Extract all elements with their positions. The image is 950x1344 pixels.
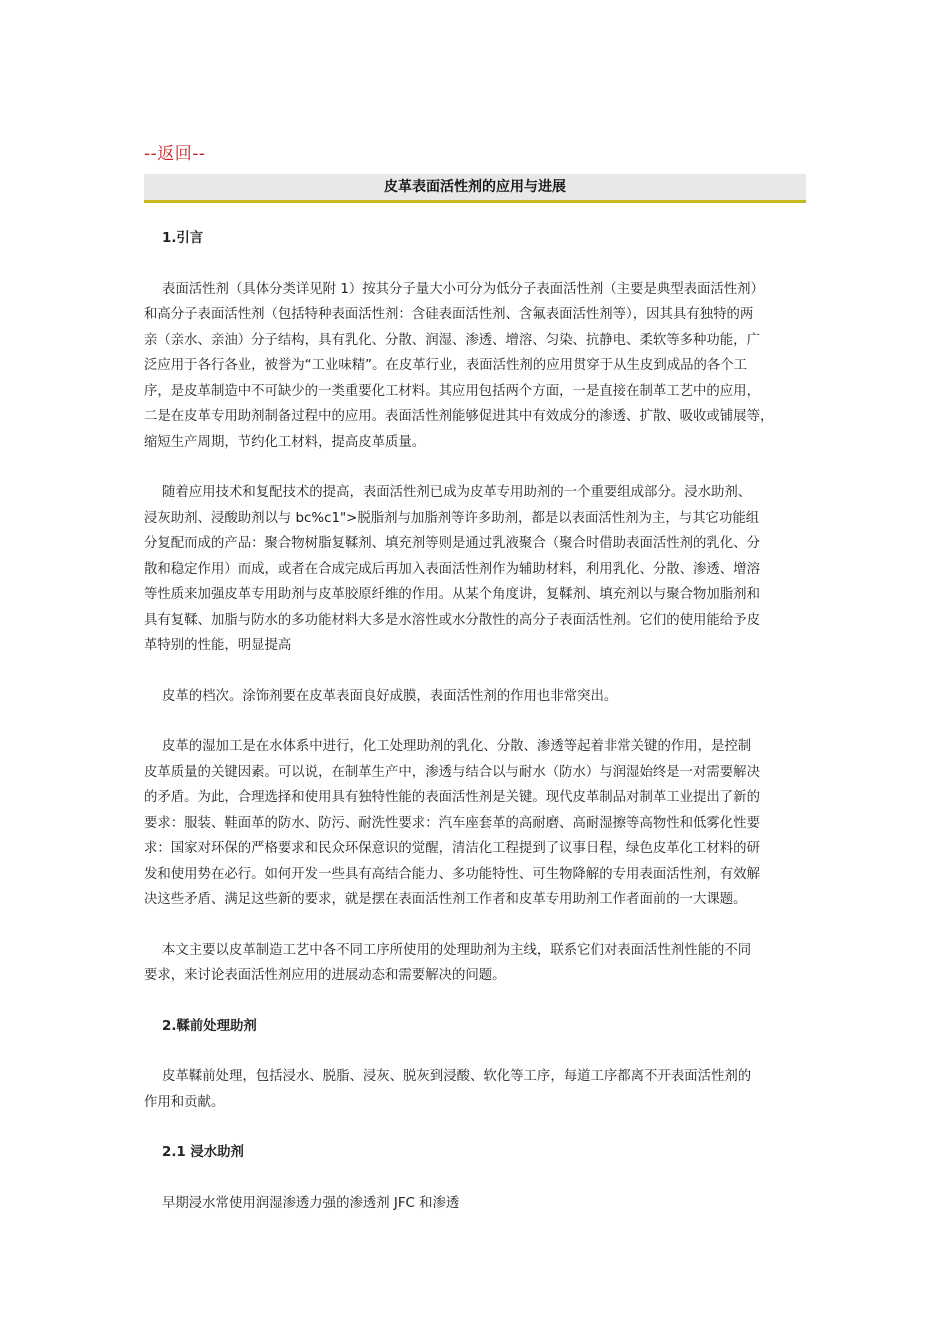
paragraph-line: 作用和贡献。 [144, 1094, 225, 1110]
article-title: 皮革表面活性剂的应用与进展 [384, 179, 566, 195]
article-body [144, 226, 812, 1241]
paragraph-line: 要求：服装、鞋面革的防水、防污、耐洗性要求：汽车座套革的高耐磨、高耐湿擦等高物性和低雾化性要 [144, 815, 760, 831]
paragraph-line: 具有复鞣、加脂与防水的多功能材料大多是水溶性或水分散性的高分子表面活性剂。它们的使用能给予皮 [144, 612, 760, 628]
paragraph [144, 277, 812, 456]
paragraph-line: 求：国家对环保的严格要求和民众环保意识的觉醒，清洁化工程提到了议事日程，绿色皮革化工材料的研 [144, 841, 760, 856]
paragraph-line: 序，是皮革制造中不可缺少的一类重要化工材料。其应用包括两个方面，一是直接在制革工艺中的应用， [144, 383, 760, 399]
paragraph [144, 1191, 812, 1217]
paragraph-line: 革特别的性能，明显提高 [144, 638, 292, 653]
paragraph [144, 734, 812, 913]
paragraph-line: 表面活性剂（具体分类详见附 1）按其分子量大小可分为低分子表面活性剂（主要是典型表面活性剂） [162, 281, 764, 297]
paragraph-line: 皮革的湿加工是在水体系中进行，化工处理助剂的乳化、分散、渗透等起着非常关键的作用，是控制 [162, 739, 752, 754]
paragraph-line: 皮革鞣前处理，包括浸水、脱脂、浸灰、脱灰到浸酸、软化等工序，每道工序都离不开表面活性剂的 [162, 1069, 752, 1084]
paragraph-line: 散和稳定作用）而成，或者在合成完成后再加入表面活性剂作为辅助材料，利用乳化、分散、渗透、增溶 [144, 561, 760, 577]
paragraph-line: 要求，来讨论表面活性剂应用的进展动态和需要解决的问题。 [144, 968, 506, 983]
paragraph-line: 泛应用于各行各业，被誉为“工业味精”。在皮革行业，表面活性剂的应用贯穿于从生皮到成品的各个工 [144, 358, 748, 373]
paragraph-line: 分复配而成的产品：聚合物树脂复鞣剂、填充剂等则是通过乳液聚合（聚合时借助表面活性剂的乳化、分 [144, 536, 760, 551]
section-heading: 2.鞣前处理助剂 [162, 1018, 257, 1034]
paragraph-line: 发和使用势在必行。如何开发一些具有高结合能力、多功能特性、可生物降解的专用表面活性剂，有效解 [144, 866, 760, 882]
paragraph-line: 浸灰助剂、浸酸助剂以与 bc%c1">脱脂剂与加脂剂等许多助剂，都是以表面活性剂为主，与其它功能组 [144, 510, 760, 526]
paragraph-line: 二是在皮革专用助剂制备过程中的应用。表面活性剂能够促进其中有效成分的渗透、扩散、吸收或铺展等， [144, 409, 774, 424]
paragraph-line: 亲（亲水、亲油）分子结构，具有乳化、分散、润湿、渗透、增溶、匀染、抗静电、柔软等多种功能，广 [144, 332, 760, 348]
paragraph-line: 早期浸水常使用润湿渗透力强的渗透剂 JFC 和渗透 [162, 1195, 460, 1211]
article-title-bar [144, 174, 806, 203]
paragraph-line: 和高分子表面活性剂（包括特种表面活性剂：含硅表面活性剂、含氟表面活性剂等），因其具有独特的两 [144, 307, 754, 322]
paragraph-line: 本文主要以皮革制造工艺中各不同工序所使用的处理助剂为主线，联系它们对表面活性剂性能的不同 [162, 942, 752, 958]
paragraph-line: 皮革质量的关键因素。可以说，在制革生产中，渗透与结合以与耐水（防水）与润湿始终是一对需要解决 [144, 764, 760, 780]
paragraph [144, 684, 812, 710]
paragraph [144, 1064, 812, 1115]
section-heading: 2.1 浸水助剂 [162, 1145, 244, 1160]
section-heading: 1.引言 [162, 231, 204, 246]
paragraph-line: 的矛盾。为此，合理选择和使用具有独特性能的表面活性剂是关键。现代皮革制品对制革工业提出了新的 [144, 790, 760, 805]
paragraph-line: 皮革的档次。涂饰剂要在皮革表面良好成膜，表面活性剂的作用也非常突出。 [162, 688, 618, 704]
paragraph [144, 480, 812, 659]
back-link[interactable]: --返回-- [144, 144, 206, 164]
paragraph [144, 938, 812, 989]
paragraph-line: 决这些矛盾、满足这些新的要求，就是摆在表面活性剂工作者和皮革专用助剂工作者面前的一大课题。 [144, 892, 747, 907]
paragraph-line: 等性质来加强皮革专用助剂与皮革胶原纤维的作用。从某个角度讲，复鞣剂、填充剂以与聚合物加脂剂和 [144, 587, 760, 602]
paragraph-line: 缩短生产周期，节约化工材料，提高皮革质量。 [144, 434, 426, 450]
paragraph-line: 随着应用技术和复配技术的提高，表面活性剂已成为皮革专用助剂的一个重要组成部分。浸水助剂、 [162, 485, 752, 500]
